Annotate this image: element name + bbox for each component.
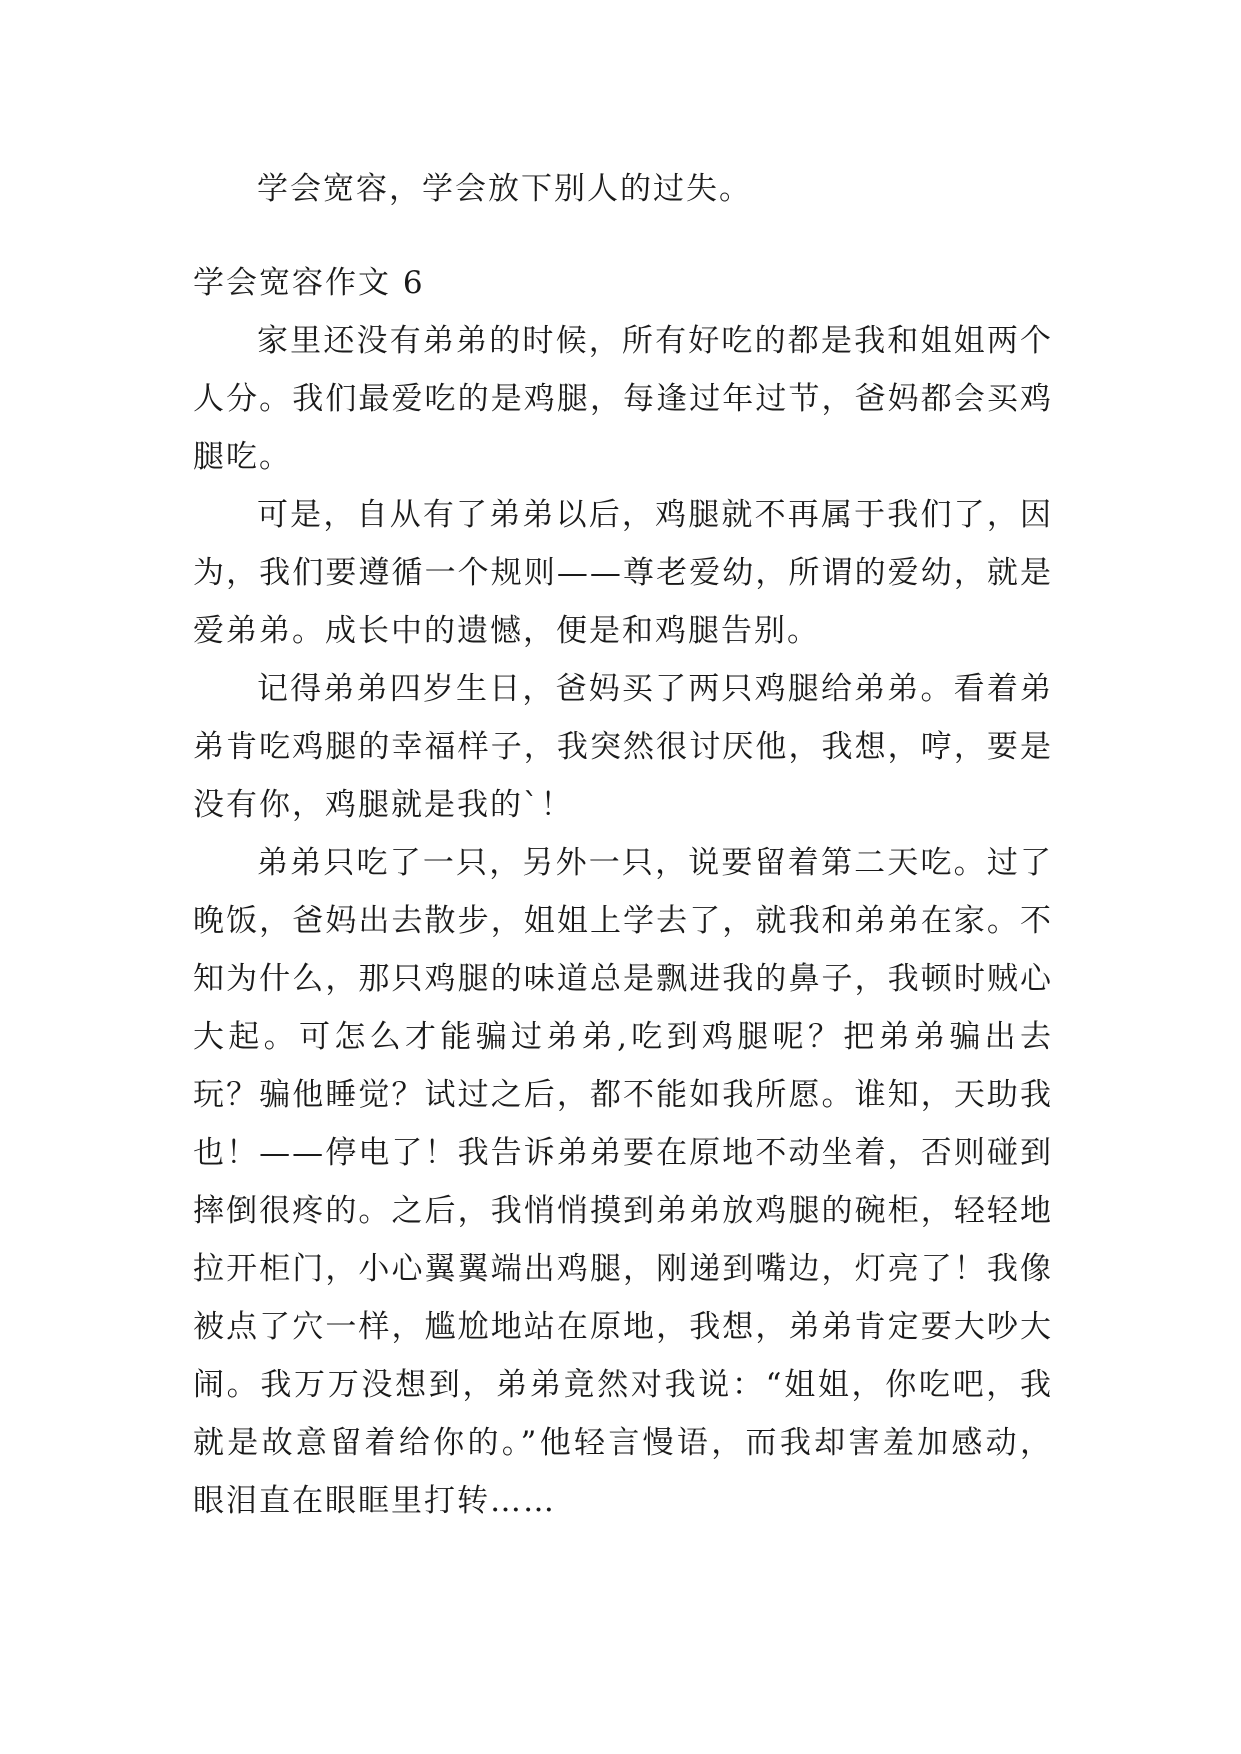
paragraph-1: 家里还没有弟弟的时候，所有好吃的都是我和姐姐两个人分。我们最爱吃的是鸡腿，每逢过年过节，爸妈都会买鸡腿吃。 — [193, 323, 1053, 475]
intro-paragraph: 学会宽容，学会放下别人的过失。 — [257, 171, 752, 207]
section-title: 学会宽容作文 6 — [193, 265, 425, 301]
paragraph-4: 弟弟只吃了一只，另外一只，说要留着第二天吃。过了晚饭，爸妈出去散步，姐姐上学去了，就我和弟弟在家。不知为什么，那只鸡腿的味道总是飘进我的鼻子，我顿时贼心大起。可怎么才能骗过弟弟,吃到鸡腿呢？把弟弟骗出去玩？骗他睡觉？试过之后，都不能如我所愿。谁知，天助我也！——停电了！我告诉弟弟要在原地不动坐着，否则碰到摔倒很疼的。之后，我悄悄摸到弟弟放鸡腿的碗柜，轻轻地拉开柜门，小心翼翼端出鸡腿，刚递到嘴边，灯亮了！我像被点了穴一样，尴尬地站在原地，我想，弟弟肯定要大吵大闹。我万万没想到，弟弟竟然对我说：“姐姐，你吃吧，我就是故意留着给你的。”他轻言慢语，而我却害羞加感动，眼泪直在眼眶里打转…… — [193, 845, 1053, 1519]
document-body — [193, 160, 1053, 1530]
paragraph-2: 可是，自从有了弟弟以后，鸡腿就不再属于我们了，因为，我们要遵循一个规则——尊老爱幼，所谓的爱幼，就是爱弟弟。成长中的遗憾，便是和鸡腿告别。 — [193, 497, 1053, 649]
paragraph-3: 记得弟弟四岁生日，爸妈买了两只鸡腿给弟弟。看着弟弟肯吃鸡腿的幸福样子，我突然很讨厌他，我想，哼，要是没有你，鸡腿就是我的`！ — [193, 671, 1053, 823]
